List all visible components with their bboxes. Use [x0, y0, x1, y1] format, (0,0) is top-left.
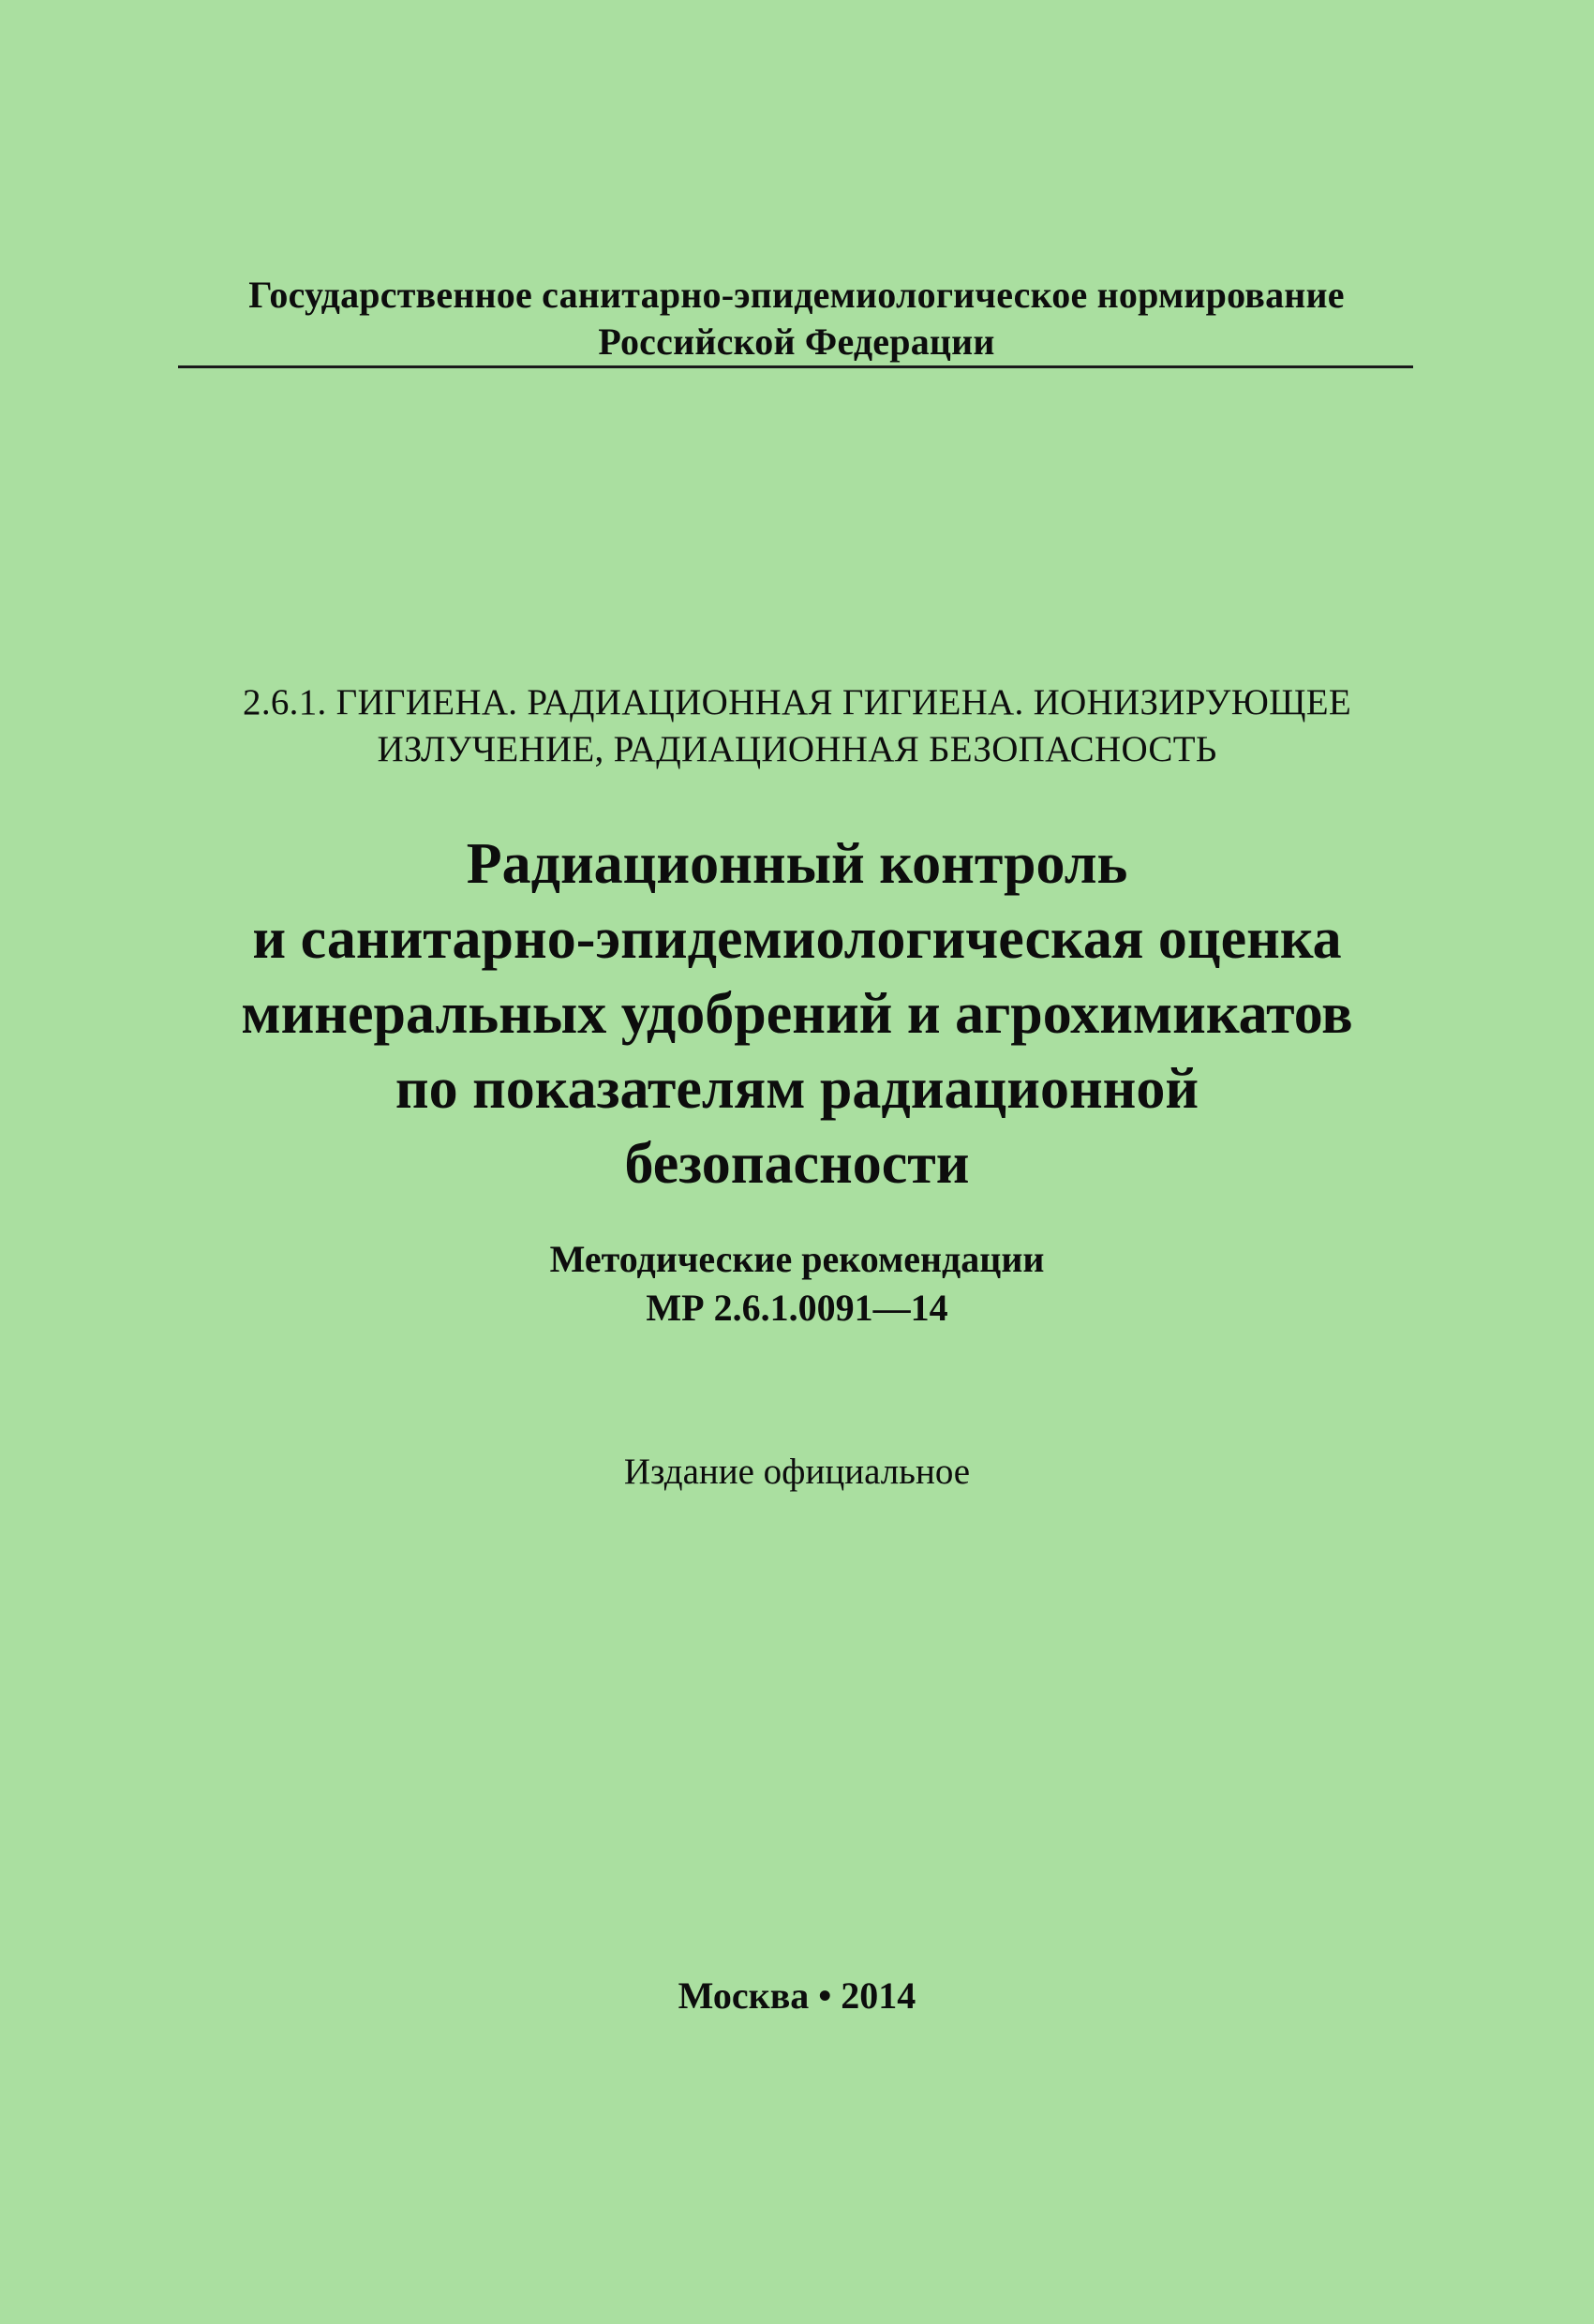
- title-line-4: по показателям радиационной: [395, 1057, 1199, 1121]
- series-heading-line-1: 2.6.1. ГИГИЕНА. РАДИАЦИОННАЯ ГИГИЕНА. ИОНИЗИРУЮЩЕЕ: [243, 682, 1351, 723]
- title-line-1: Радиационный контроль: [466, 832, 1128, 896]
- publisher-header: [178, 272, 1415, 365]
- header-divider: [178, 365, 1413, 368]
- document-title: [141, 827, 1453, 1201]
- title-line-5: безопасности: [624, 1132, 970, 1196]
- document-type: Методические рекомендации: [549, 1238, 1045, 1280]
- title-line-2: и санитарно-эпидемиологическая оценка: [252, 907, 1342, 971]
- document-designation: [141, 1235, 1453, 1333]
- edition-note: Издание официальное: [623, 1452, 971, 1492]
- imprint-place-year: Москва • 2014: [678, 1974, 916, 2017]
- publisher-header-line-2: Российской Федерации: [598, 320, 995, 363]
- series-heading: [141, 679, 1453, 773]
- document-number: МР 2.6.1.0091—14: [646, 1287, 948, 1329]
- title-line-3: минеральных удобрений и агрохимикатов: [241, 982, 1353, 1046]
- publisher-header-line-1: Государственное санитарно-эпидемиологическое нормирование: [248, 274, 1345, 316]
- series-heading-line-2: ИЗЛУЧЕНИЕ, РАДИАЦИОННАЯ БЕЗОПАСНОСТЬ: [377, 729, 1217, 769]
